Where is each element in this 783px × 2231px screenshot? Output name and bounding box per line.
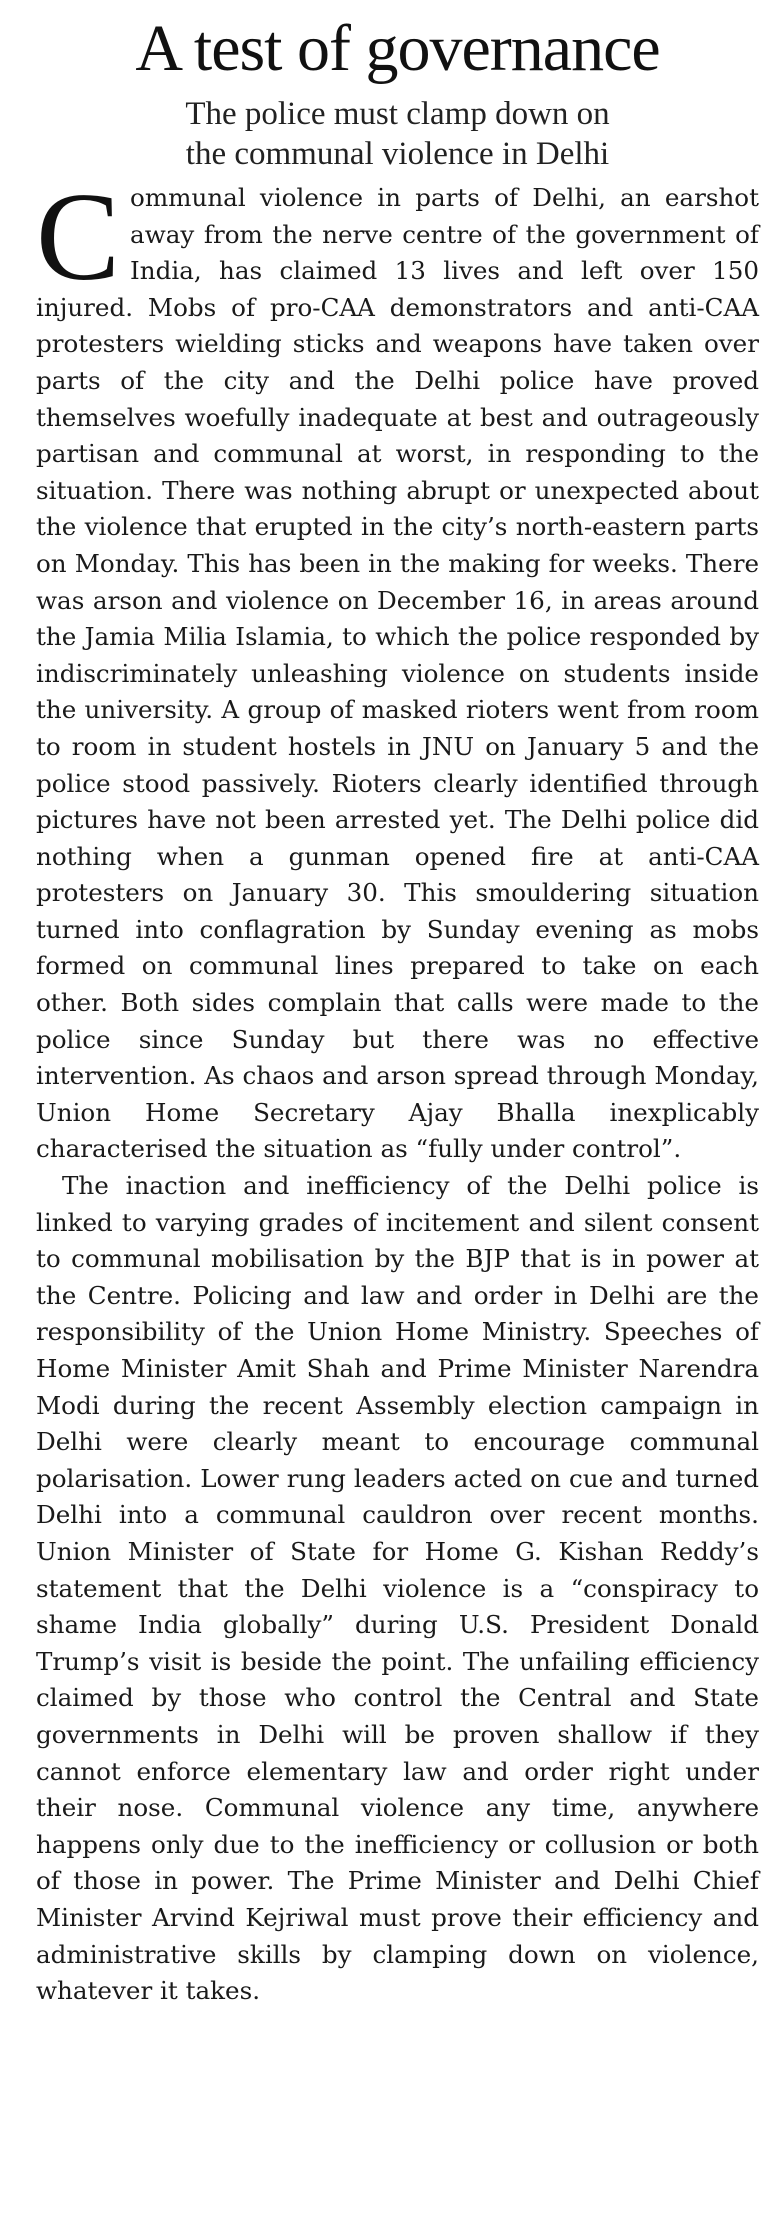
drop-cap: C: [36, 168, 121, 307]
standfirst: [36, 94, 759, 174]
paragraph-1-text: ommunal violence in parts of Delhi, an earshot away from the nerve centre of the government of India, has claimed 13 lives and left over 150 injured. Mobs of pro-CAA demonstrators and anti-CAA protesters wielding sticks and weapons have taken over parts of the city and the Delhi police have proved themselves woefully inadequate at best and outrageously partisan and communal at worst, in responding to the situation. There was nothing abrupt or unexpected about the violence that erupted in the city’s north-eastern parts on Monday. This has been in the making for weeks. There was arson and violence on December 16, in areas around the Jamia Milia Islamia, to which the police responded by indiscriminately unleashing violence on students inside the university. A group of masked rioters went from room to room in student hostels in JNU on January 5 and the police stood passively. Rioters clearly identified through pictures have not been arrested yet. The Delhi police did nothing when a gunman opened fire at anti-CAA protesters on January 30. This smouldering situation turned into conflagration by Sunday evening as mobs formed on communal lines prepared to take on each other. Both sides complain that calls were made to the police since Sunday but there was no effective intervention. As chaos and arson spread through Monday, Union Home Secretary Ajay Bhalla inexplicably characterised the situation as “fully under control”.: [36, 183, 759, 1164]
paragraph-2: The inaction and inefficiency of the Delhi police is linked to varying grades of incitement and silent consent to communal mobilisation by the BJP that is in power at the Centre. Policing and law and order in Delhi are the responsibility of the Union Home Ministry. Speeches of Home Minister Amit Shah and Prime Minister Narendra Modi during the recent Assembly election campaign in Delhi were clearly meant to encourage communal polarisation. Lower rung leaders acted on cue and turned Delhi into a communal cauldron over recent months. Union Minister of State for Home G. Kishan Reddy’s statement that the Delhi violence is a “conspiracy to shame India globally” during U.S. President Donald Trump’s visit is beside the point. The unfailing efficiency claimed by those who control the Central and State governments in Delhi will be proven shallow if they cannot enforce elementary law and order right under their nose. Communal violence any time, anywhere happens only due to the inefficiency or collusion or both of those in power. The Prime Minister and Delhi Chief Minister Arvind Kejriwal must prove their efficiency and administrative skills by clamping down on violence, whatever it takes.: [36, 1171, 759, 2006]
headline: A test of governance: [135, 12, 660, 85]
standfirst-line-2: the communal violence in Delhi: [185, 136, 610, 172]
paragraph-1: [36, 168, 759, 1168]
standfirst-line-1: The police must clamp down on: [185, 96, 610, 132]
article-body: [36, 168, 759, 2010]
